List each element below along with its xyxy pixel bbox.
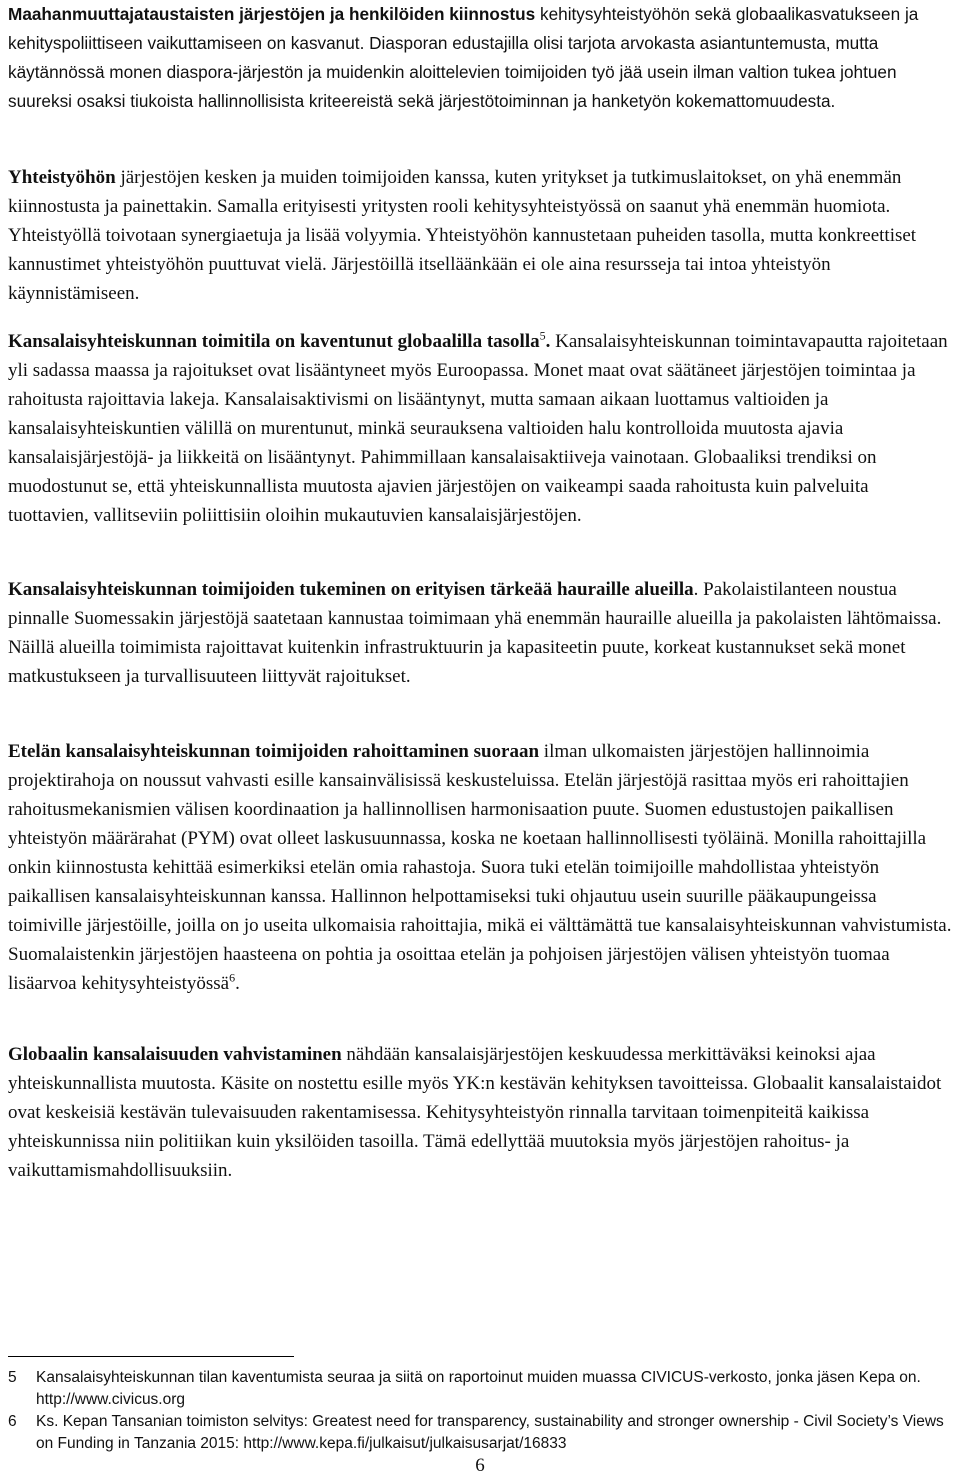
footnote-divider [8,1356,294,1357]
footnote-ref-6[interactable]: 6 [229,970,236,985]
page-number: 6 [475,1455,485,1476]
paragraph-fragile-areas [8,575,954,691]
paragraph-civic-space [8,327,954,530]
paragraph-body: . Pakolaistilanteen noustua pinnalle Suomessakin järjestöjä saatetaan kannustaa toimimaan yhä enemmän hauraille alueilla ja pakolaisten lähtömaissa. Näillä alueilla toimimista rajoittavat kuitenkin infrastruktuurin ja kapasiteetin puute, korkeat kustannukset sekä monet matkustukseen ja turvallisuuteen liittyvät rajoitukset. [8,579,942,687]
footnote-number: 6 [8,1413,17,1430]
paragraph-cooperation [8,163,954,308]
paragraph-diaspora [8,0,954,116]
footnote-ref-5[interactable]: 5 [539,328,546,343]
paragraph-global-citizenship [8,1040,954,1185]
paragraph-tail: . [235,973,240,994]
paragraph-lead: Globaalin kansalaisuuden vahvistaminen [8,1044,342,1065]
footnote-number: 5 [8,1369,17,1386]
paragraph-body: Kansalaisyhteiskunnan toimintavapautta rajoitetaan yli sadassa maassa ja rajoitukset ovat lisääntyneet myös Euroopassa. Monet maat ovat säätäneet järjestöjen toimintaa ja rahoitusta rajoittavia lakeja. Kansalaisaktivismi on lisääntynyt, mutta samaan aikaan luottamus valtioiden ja kansalaisyhteiskuntien välillä on murentunut, minkä seurauksena valtioiden halu kontrolloida muutosta ajavia kansalaisjärjestöjä- ja liikkeitä on lisääntynyt. Pahimmillaan kansalaisaktiiveja vainotaan. Globaaliksi trendiksi on muodostunut se, että yhteiskunnallista muutosta ajavien järjestöjen on vaikeampi saada rahoitusta kuin palveluita tuottavien, vallitseviin poliittisiin oloihin mukautuvien kansalaisjärjestöjen. [8,331,948,526]
paragraph-lead: Kansalaisyhteiskunnan toimitila on kaventunut globaalilla tasolla [8,331,540,352]
footnote-text: Ks. Kepan Tansanian toimiston selvitys: Greatest need for transparency, sustainability and stronger ownership - Civil Society’s Views on Funding in Tanzania 2015: http://www.kepa.fi/julkaisut/julkaisusarjat/16833 [36,1413,944,1452]
paragraph-body: ilman ulkomaisten järjestöjen hallinnoimia projektirahoja on noussut vahvasti esille kansainvälisissä keskusteluissa. Etelän järjestöjä rasittaa myös eri rahoittajien rahoitusmekanismien välisen koordinaation ja hallinnollisen harmonisaation puute. Suomen edustustojen paikallisen yhteistyön määrärahat (PYM) ovat olleet laskusuunnassa, koska ne koetaan hallinnollisesti työläinä. Monilla rahoittajilla onkin kiinnostusta kehittää esimerkiksi etelän omia rahastoja. Suora tuki etelän toimijoille mahdollistaa yhteistyön paikallisen kansalaisyhteiskunnan kanssa. Hallinnon helpottamiseksi tuki ohjautuu usein suurille pääkaupungeissa toimiville järjestöille, joilla on jo useita ulkomaisia rahoittajia, mikä ei välttämättä tue kansalaisyhteiskunnan vahvistumista. Suomalaistenkin järjestöjen haasteena on pohtia ja osoittaa etelän ja pohjoisen järjestöjen välisen yhteistyön tuomaa lisäarvoa kehitysyhteistyössä [8,741,952,994]
footnote-text: Kansalaisyhteiskunnan tilan kaventumista seuraa ja siitä on raportoinut muiden muassa CIVICUS-verkosto, jonka jäsen Kepa on. http://www.civicus.org [36,1369,921,1408]
paragraph-lead: Etelän kansalaisyhteiskunnan toimijoiden rahoittaminen suoraan [8,741,540,762]
paragraph-lead: Yhteistyöhön [8,167,116,188]
paragraph-direct-funding [8,737,954,998]
paragraph-body: nähdään kansalaisjärjestöjen keskuudessa merkittäväksi keinoksi ajaa yhteiskunnallista muutosta. Käsite on nostettu esille myös YK:n kestävän kehityksen tavoitteissa. Globaalit kansalaistaidot ovat keskeisiä kestävän tulevaisuuden rakentamisessa. Kehitysyhteistyön rinnalla tarvitaan toimenpiteitä kaikissa yhteiskunnissa niin politiikan kuin yksilöiden tasoilla. Tämä edellyttää muutoksia myös järjestöjen rahoitus- ja vaikuttamismahdollisuuksiin. [8,1044,942,1181]
paragraph-lead-end: . [545,331,551,352]
paragraph-body: kehitysyhteistyöhön sekä globaalikasvatukseen ja kehityspoliittiseen vaikuttamiseen on kasvanut. Diasporan edustajilla olisi tarjota arvokasta asiantuntemusta, mutta käytännössä monen diaspora-järjestön ja muidenkin aloittelevien toimijoiden työ jää usein ilman valtion tukea johtuen suureksi osaksi tiukoista hallinnollisista kriteereistä sekä järjestötoiminnan ja hanketyön kokemattomuudesta. [8,4,919,111]
paragraph-lead: Maahanmuuttajataustaisten järjestöjen ja henkilöiden kiinnostus [8,4,536,24]
paragraph-lead: Kansalaisyhteiskunnan toimijoiden tukeminen on erityisen tärkeää hauraille alueilla [8,579,694,600]
paragraph-body: järjestöjen kesken ja muiden toimijoiden kanssa, kuten yritykset ja tutkimuslaitokset, on yhä enemmän kiinnostusta ja painettakin. Samalla erityisesti yritysten rooli kehitysyhteistyössä on saanut yhä enemmän huomiota. Yhteistyöllä toivotaan synergiaetuja ja lisää volyymia. Yhteistyöhön kannustetaan puheiden tasolla, mutta konkreettiset kannustimet yhteistyöhön puuttuvat vielä. Järjestöillä itselläänkään ei ole aina resursseja tai intoa yhteistyön käynnistämiseen. [8,167,917,304]
